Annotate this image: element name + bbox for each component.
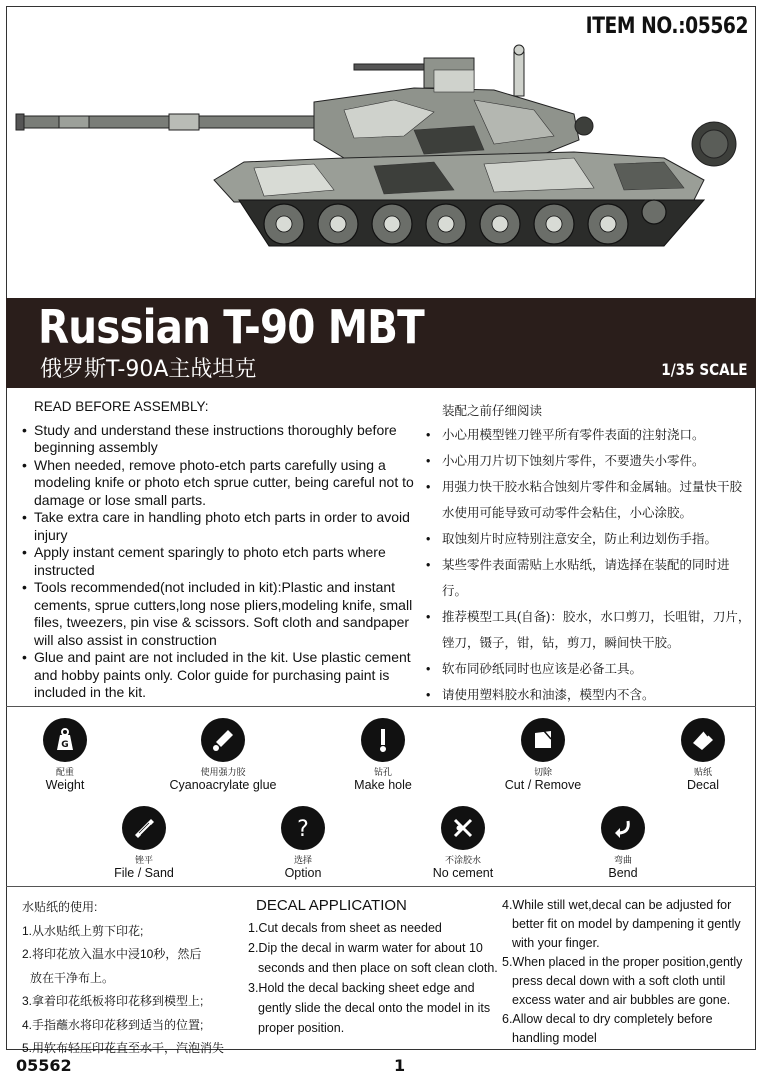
- symbol-legend: [6, 712, 756, 882]
- item-number: ITEM NO.:05562: [585, 14, 748, 39]
- legend-label-en: Cut / Remove: [504, 778, 582, 792]
- list-item: • 软布同砂纸同时也应该是必备工具。: [426, 656, 752, 682]
- legend-label-en: File / Sand: [114, 866, 174, 880]
- legend-label-en: Make hole: [354, 778, 412, 792]
- decal-step: 2.Dip the decal in warm water for about 10 seconds and then place on soft clean cloth.: [248, 941, 498, 975]
- decal-instructions-en-continued: [502, 896, 754, 1048]
- legend-file: [74, 806, 214, 880]
- list-item: • 请使用塑料胶水和油漆，模型内不含。: [426, 682, 752, 708]
- decal-step: 4.While still wet,decal can be adjusted for better fit on model by dampening it gently with your finger.: [502, 898, 741, 950]
- title-english: Russian T-90 MBT: [38, 300, 424, 354]
- svg-text:G: G: [61, 740, 69, 750]
- legend-label-en: Option: [284, 866, 322, 880]
- file-icon: [122, 806, 166, 850]
- legend-no-cement: [393, 806, 533, 880]
- decal-instructions-cn: [22, 896, 224, 1061]
- list-item: • Glue and paint are not included in the kit. Use plastic cement and hobby paints only. Color guide for purchasing paint is included in the kit.: [22, 649, 422, 702]
- list-item: • 推荐模型工具(自备)：胶水，水口剪刀，长咀钳，刀片，锉刀，镊子，钳，钻，剪刀，瞬间快干胶。: [426, 604, 752, 656]
- legend-label-en: No cement: [432, 866, 494, 880]
- drill-icon: [361, 718, 405, 762]
- decal-step: 5.用软布轻压印花直至水干，汽泡消失: [22, 1041, 225, 1055]
- legend-label-cn: 钻孔: [373, 767, 392, 777]
- list-item: • 小心用模型锉刀锉平所有零件表面的注射浇口。: [426, 422, 752, 448]
- legend-cut: [473, 718, 613, 792]
- title-chinese: 俄罗斯T-90A主战坦克: [40, 357, 257, 382]
- decal-step: 3.Hold the decal backing sheet edge and gently slide the decal onto the model in its proper position.: [248, 981, 491, 1035]
- no-cement-icon: [441, 806, 485, 850]
- decal-step: 3.拿着印花纸板将印花移到模型上;: [22, 994, 204, 1008]
- decal-step: 1.从水贴纸上剪下印花;: [22, 923, 144, 938]
- footer-item-number: 05562: [16, 1056, 72, 1073]
- tank-illustration: [14, 40, 744, 265]
- list-item: • 取蚀刻片时应特别注意安全，防止利边划伤手指。: [426, 526, 752, 552]
- legend-label-cn: 使用强力胶: [200, 767, 246, 777]
- decal-step: 5.When placed in the proper position,gently press decal down with a soft cloth until excess water and air bubbles are gone.: [502, 955, 743, 1007]
- decal-heading-cn: 水贴纸的使用:: [22, 900, 98, 914]
- legend-weight: [0, 718, 135, 792]
- list-item: • 小心用刀片切下蚀刻片零件，不要遗失小零件。: [426, 448, 752, 474]
- decal-step: 6.Allow decal to dry completely before handling model: [502, 1012, 713, 1045]
- legend-label-cn: 贴纸: [693, 767, 712, 777]
- weight-icon: [43, 718, 87, 762]
- cut-icon: [521, 718, 565, 762]
- assembly-instructions-cn: [426, 398, 752, 708]
- legend-label-en: Cyanoacrylate glue: [169, 778, 277, 792]
- decal-instructions-en: [248, 896, 500, 1038]
- decal-step: 放在干净布上。: [30, 970, 115, 985]
- assembly-heading-cn: 装配之前仔细阅读: [442, 404, 543, 418]
- list-item: • Take extra care in handling photo etch parts in order to avoid injury: [22, 509, 422, 544]
- legend-label-cn: 选择: [293, 855, 312, 865]
- legend-label-cn: 不涂胶水: [444, 855, 481, 865]
- legend-label-en: Weight: [45, 778, 85, 792]
- divider: [6, 706, 756, 707]
- svg-text:?: ?: [297, 817, 309, 841]
- list-item: • Apply instant cement sparingly to photo etch parts where instructed: [22, 544, 422, 579]
- list-item: • 用强力快干胶水粘合蚀刻片零件和金属轴。过量快干胶水使用可能导致可动零件会粘住，小心涂胶。: [426, 474, 752, 526]
- assembly-instructions-en: [22, 398, 422, 702]
- legend-label-en: Decal: [687, 778, 719, 792]
- list-item: • 某些零件表面需贴上水贴纸，请选择在装配的同时进行。: [426, 552, 752, 604]
- legend-label-cn: 切除: [533, 767, 552, 777]
- decal-step: 1.Cut decals from sheet as needed: [248, 921, 442, 935]
- decal-icon: [681, 718, 725, 762]
- list-item: • When needed, remove photo-etch parts carefully using a modeling knife or photo etch sprue cutter, being careful not to damage or lose small parts.: [22, 457, 422, 510]
- legend-option: [233, 806, 373, 880]
- legend-drill: [313, 718, 453, 792]
- legend-label-en: Bend: [608, 866, 638, 880]
- legend-label-cn: 弯曲: [613, 855, 632, 865]
- page-number: 1: [394, 1056, 406, 1073]
- option-icon: [281, 806, 325, 850]
- scale-label: 1/35 SCALE: [661, 360, 748, 379]
- decal-step: 2.将印花放入温水中浸10秒，然后: [22, 947, 202, 961]
- legend-bend: [553, 806, 693, 880]
- list-item: • Study and understand these instructions thoroughly before beginning assembly: [22, 422, 422, 457]
- assembly-heading-en: READ BEFORE ASSEMBLY:: [34, 399, 209, 414]
- decal-heading-en: DECAL APPLICATION: [256, 897, 407, 914]
- divider: [6, 886, 756, 887]
- legend-label-cn: 配重: [55, 767, 74, 777]
- list-item: • Tools recommended(not included in kit):Plastic and instant cements, sprue cutters,long nose pliers,modeling knife, small files, tweezers, pin vise & scissors. Soft cloth and sandpaper will also assist in construction: [22, 579, 422, 649]
- glue-icon: [201, 718, 245, 762]
- bend-icon: [601, 806, 645, 850]
- legend-decal: [633, 718, 762, 792]
- decal-step: 4.手指蘸水将印花移到适当的位置;: [22, 1017, 204, 1032]
- legend-glue: [153, 718, 293, 792]
- legend-label-cn: 锉平: [134, 855, 153, 865]
